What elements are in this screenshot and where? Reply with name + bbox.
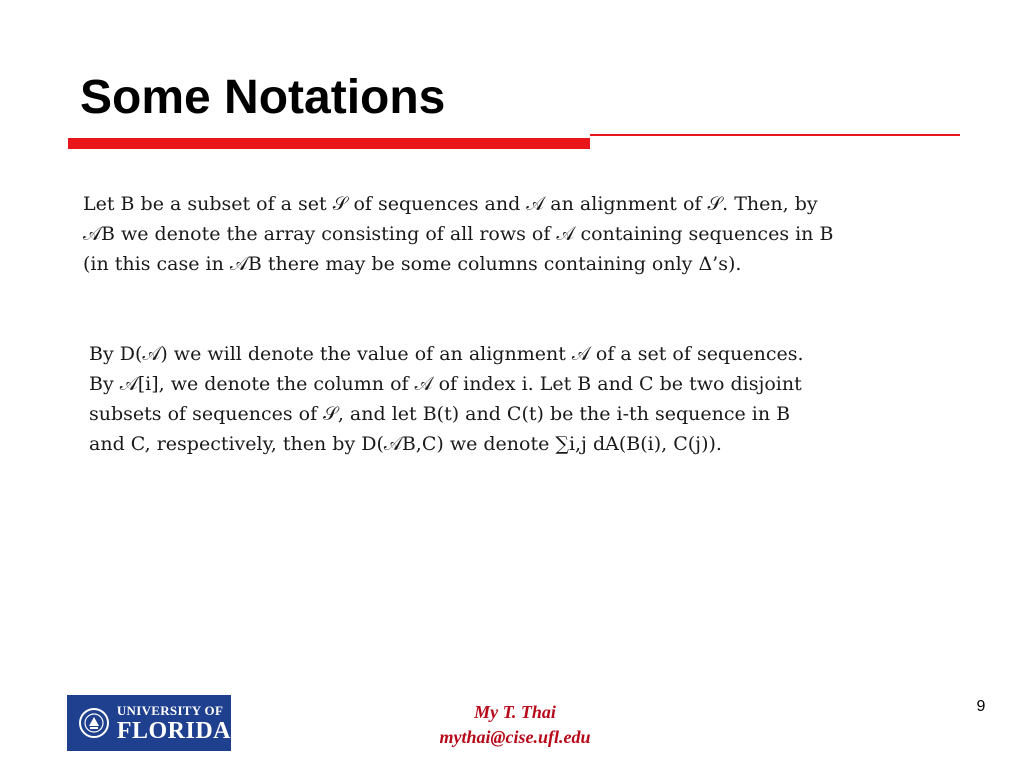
paragraph-line: Let B be a subset of a set 𝒮 of sequences and 𝒜 an alignment of 𝒮. Then, by (83, 193, 818, 215)
logo-line-2: FLORIDA (116, 717, 231, 744)
paragraph-line: subsets of sequences of 𝒮, and let B(t) and C(t) be the i-th sequence in B (89, 403, 791, 425)
university-seal-icon (77, 706, 111, 740)
paragraph-subset-notation (83, 189, 889, 279)
university-of-florida-logo (67, 695, 231, 751)
title-underline-thick (68, 138, 590, 149)
footer-email: mythai@cise.ufl.edu (439, 727, 591, 747)
page-number: 9 (976, 698, 986, 715)
paragraph-alignment-value (89, 339, 883, 459)
footer-author: My T. Thai (474, 702, 556, 722)
footer-credit (390, 700, 640, 750)
logo-line-1: UNIVERSITY OF (116, 702, 224, 718)
paragraph-line: By 𝒜[i], we denote the column of 𝒜 of index i. Let B and C be two disjoint (89, 373, 802, 395)
paragraph-line: and C, respectively, then by D(𝒜B,C) we denote ∑i,j dA(B(i), C(j)). (89, 433, 722, 455)
paragraph-line: (in this case in 𝒜B there may be some columns containing only Δ’s). (83, 253, 742, 275)
slide-title: Some Notations (80, 71, 446, 124)
title-underline-thin (590, 134, 960, 136)
paragraph-line: By D(𝒜) we will denote the value of an alignment 𝒜 of a set of sequences. (89, 343, 804, 365)
paragraph-line: 𝒜B we denote the array consisting of all rows of 𝒜 containing sequences in B (83, 223, 834, 245)
